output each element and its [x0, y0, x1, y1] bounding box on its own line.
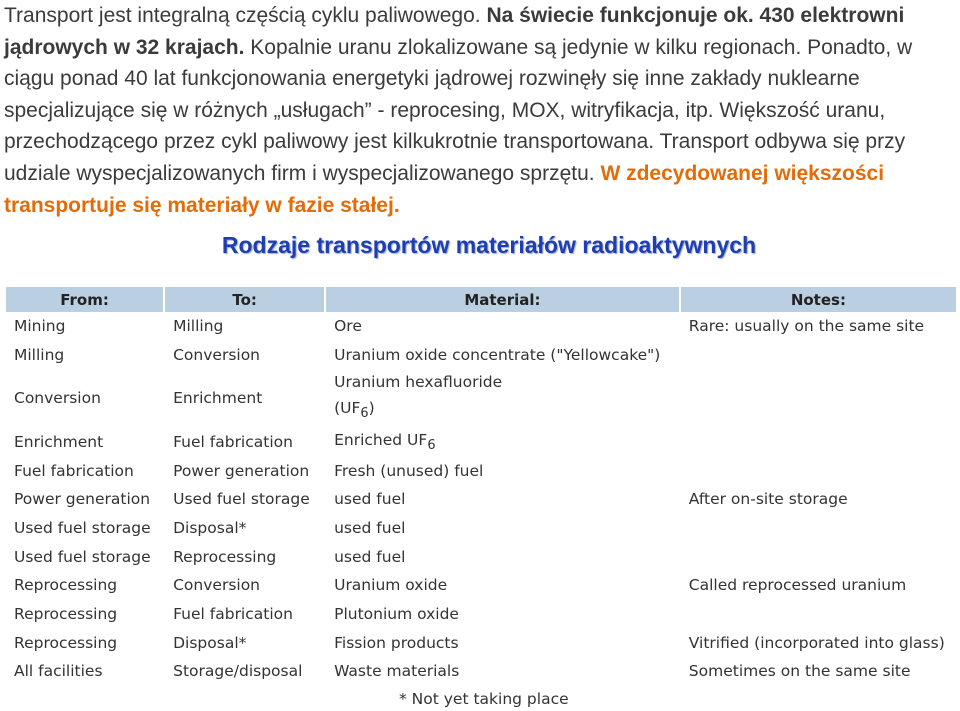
cell-notes — [681, 427, 956, 456]
table-footnote: * Not yet taking place — [399, 690, 569, 708]
cell-notes: After on-site storage — [688, 490, 848, 509]
cell-from: Mining — [14, 317, 66, 336]
cell-material: Plutonium oxide — [334, 604, 459, 623]
cell-from: Used fuel storage — [14, 518, 151, 537]
table-header-row — [6, 287, 956, 312]
material-subscript: 6 — [427, 437, 436, 453]
cell-notes — [681, 542, 956, 571]
cell-material — [326, 427, 679, 456]
table-row — [6, 628, 956, 657]
header-to: To: — [165, 287, 324, 312]
header-from: From: — [6, 287, 163, 312]
intro-sentence-1: Transport jest integralną częścią cyklu paliwowego. — [4, 4, 481, 27]
cell-material: used fuel — [334, 547, 406, 566]
cell-material: used fuel — [334, 518, 406, 537]
cell-notes: Called reprocessed uranium — [688, 576, 907, 595]
cell-to: Conversion — [173, 576, 261, 595]
cell-notes — [681, 369, 956, 427]
cell-material: Fresh (unused) fuel — [334, 461, 484, 480]
cell-to: Conversion — [173, 346, 261, 365]
cell-from: Enrichment — [14, 432, 104, 451]
cell-from: Conversion — [14, 389, 101, 408]
intro-highlight: W zdecydowanej większości transportuje się materiały w fazie stałej. — [4, 161, 885, 217]
cell-to: Reprocessing — [173, 547, 277, 566]
cell-from: All facilities — [14, 662, 103, 681]
table-row — [6, 427, 956, 456]
material-text: Uranium hexafluoride (UF — [334, 373, 503, 418]
cell-notes — [681, 514, 956, 543]
header-material: Material: — [326, 287, 679, 312]
table-row — [6, 600, 956, 629]
material-text-end: ) — [368, 399, 375, 418]
cell-material: Uranium oxide — [334, 576, 448, 595]
cell-notes — [681, 600, 956, 629]
cell-notes — [681, 341, 956, 370]
cell-to: Milling — [173, 317, 224, 336]
table-row — [6, 485, 956, 514]
cell-from: Used fuel storage — [14, 547, 151, 566]
material-subscript: 6 — [360, 406, 369, 422]
material-text: Enriched UF — [334, 430, 428, 449]
cell-from: Reprocessing — [14, 633, 118, 652]
table-row — [6, 312, 956, 341]
table-row — [6, 369, 956, 427]
intro-paragraph — [4, 0, 956, 221]
table-row — [6, 657, 956, 686]
table-row — [6, 514, 956, 543]
intro-sentence-3: Kopalnie uranu zlokalizowane są jedynie w kilku regionach. Ponadto, w ciągu ponad 40 lat funkcjonowania energetyki jądrowej rozwinęły się inne zakłady nuklearne specjalizujące się w różnych „usługach” - reprocesing, MOX, witryfikacja, itp. Większość uranu, przechodzącego przez cykl paliwowy jest kilkukrotnie transportowana. Transport odbywa się przy udziale wyspecjalizowanych firm i wyspecjalizowanego sprzętu. — [4, 35, 913, 185]
cell-from: Reprocessing — [14, 604, 118, 623]
cell-material: used fuel — [334, 490, 406, 509]
cell-material: Fission products — [334, 633, 459, 652]
table-row — [6, 571, 956, 600]
cell-notes: Rare: usually on the same site — [688, 317, 925, 336]
header-notes: Notes: — [681, 287, 956, 312]
cell-from: Reprocessing — [14, 576, 118, 595]
section-title: Rodzaje transportów materiałów radioaktywnych — [221, 232, 757, 258]
cell-notes: Vitrified (incorporated into glass) — [688, 633, 945, 652]
cell-material — [326, 369, 679, 427]
transport-table — [4, 287, 958, 686]
cell-to: Fuel fabrication — [173, 432, 293, 451]
cell-material: Waste materials — [334, 662, 460, 681]
table-row — [6, 456, 956, 485]
cell-from: Fuel fabrication — [14, 461, 134, 480]
cell-to: Enrichment — [173, 389, 263, 408]
cell-from: Power generation — [14, 490, 151, 509]
cell-material: Uranium oxide concentrate ("Yellowcake") — [334, 346, 661, 365]
cell-to: Disposal* — [173, 518, 247, 537]
intro-sentence-2: Na świecie funkcjonuje ok. 430 elektrowni jądrowych w 32 krajach. — [4, 4, 905, 59]
cell-to: Fuel fabrication — [173, 604, 293, 623]
table-row — [6, 341, 956, 370]
cell-to: Disposal* — [173, 633, 247, 652]
cell-material: Ore — [334, 317, 362, 336]
cell-from: Milling — [14, 346, 65, 365]
cell-notes — [681, 456, 956, 485]
cell-to: Storage/disposal — [173, 662, 303, 681]
cell-to: Used fuel storage — [173, 490, 310, 509]
table-row — [6, 542, 956, 571]
cell-notes: Sometimes on the same site — [688, 662, 911, 681]
cell-to: Power generation — [173, 461, 310, 480]
